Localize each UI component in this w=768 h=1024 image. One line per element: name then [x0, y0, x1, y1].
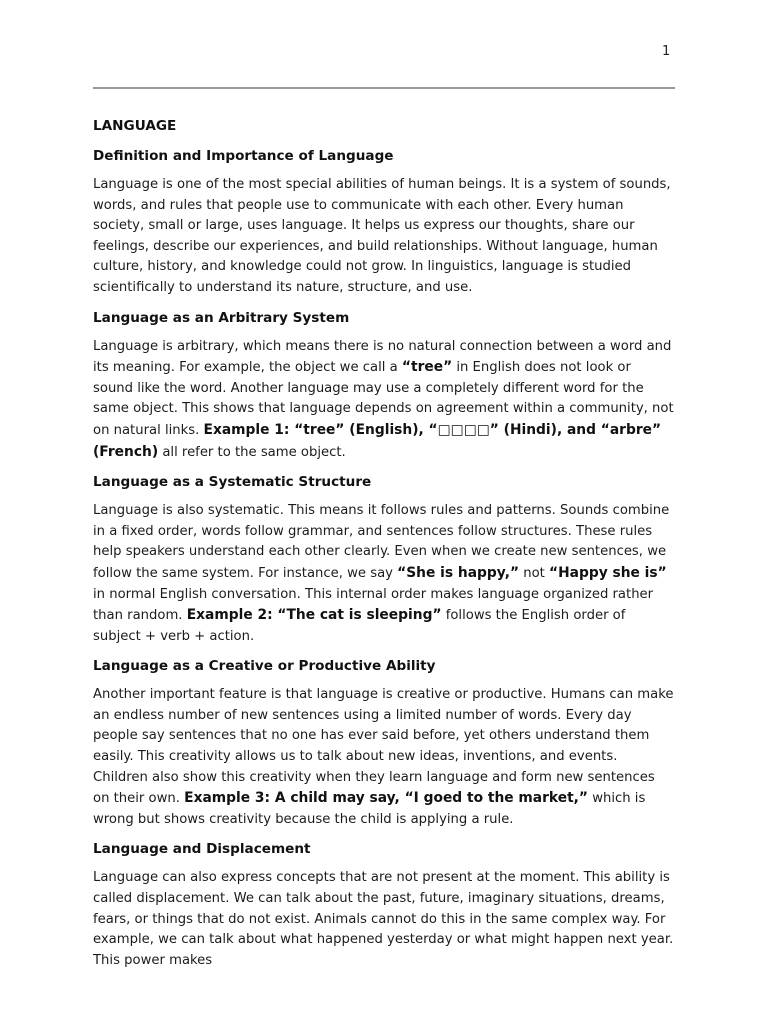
text-run: Language can also express concepts that are not present at the moment. This ability is called displacement. We can talk about the past, future, imaginary situations, dreams, fears, or things that do not exist. Animals cannot do this in the same complex way. For example, we can talk about what happened yesterday or what might happen next year. This power makes — [93, 870, 674, 968]
bold-text-run: Example 1: “tree” (English), “□□□□” (Hindi), and “arbre” (French) — [93, 421, 662, 460]
text-run: in English does not look or sound like the word. Another language may use a completely different word for the same object. This shows that language depends on agreement within a community, not on natural links. — [93, 360, 674, 438]
bold-text-run: “She is happy,” — [397, 564, 520, 581]
section-paragraph — [93, 685, 675, 830]
text-run: Language is arbitrary, which means there is no natural connection between a word and its meaning. For example, the object we call a — [93, 338, 672, 376]
document-title: LANGUAGE — [93, 118, 177, 134]
bold-text-run: “Happy she is” — [549, 564, 667, 581]
sections-container — [93, 146, 675, 971]
bold-text-run: Example 3: A child may say, “I goed to the market,” — [184, 790, 588, 807]
section-paragraph — [93, 175, 675, 299]
bold-text-run: Example 2: “The cat is sleeping” — [186, 607, 442, 624]
page-number: 1 — [662, 44, 671, 59]
header-rule — [93, 87, 675, 89]
section-heading: Language as a Creative or Productive Ability — [93, 658, 436, 675]
text-run: all refer to the same object. — [158, 444, 346, 460]
section-heading: Language as an Arbitrary System — [93, 309, 350, 326]
text-run: Another important feature is that language is creative or productive. Humans can make an endless number of new sentences using a limited number of words. Every day people say sentences that no one has ever said before, yet others understand them easily. This creativity allows us to talk about new ideas, inventions, and events. Children also show this creativity when they learn language and form new sentences on their own. — [93, 687, 674, 807]
text-run: in normal English conversation. This internal order makes language organized rather than random. — [93, 586, 654, 624]
section-paragraph — [93, 868, 675, 971]
bold-text-run: “tree” — [401, 359, 453, 376]
text-run: not — [519, 565, 550, 581]
section-heading: Definition and Importance of Language — [93, 148, 394, 164]
section-heading: Language as a Systematic Structure — [93, 474, 372, 491]
text-run: Language is one of the most special abilities of human beings. It is a system of sounds, words, and rules that people use to communicate with each other. Every human society, small or large, uses language. It helps us express our thoughts, share our feelings, describe our experiences, and build relationships. Without language, human culture, history, and knowledge could not grow. In linguistics, language is studied scientifically to understand its nature, structure, and use. — [93, 177, 671, 295]
text-run: which is wrong but shows creativity because the child is applying a rule. — [93, 791, 646, 827]
section-paragraph — [93, 501, 675, 647]
section-heading: Language and Displacement — [93, 841, 311, 858]
text-run: Language is also systematic. This means it follows rules and patterns. Sounds combine in a fixed order, words follow grammar, and sentences follow structures. These rules help speakers understand each other clearly. Even when we create new sentences, we follow the same system. For instance, we say — [93, 503, 670, 581]
document-body — [93, 116, 675, 980]
text-run: follows the English order of subject + verb + action. — [93, 608, 626, 644]
section-paragraph — [93, 337, 675, 464]
